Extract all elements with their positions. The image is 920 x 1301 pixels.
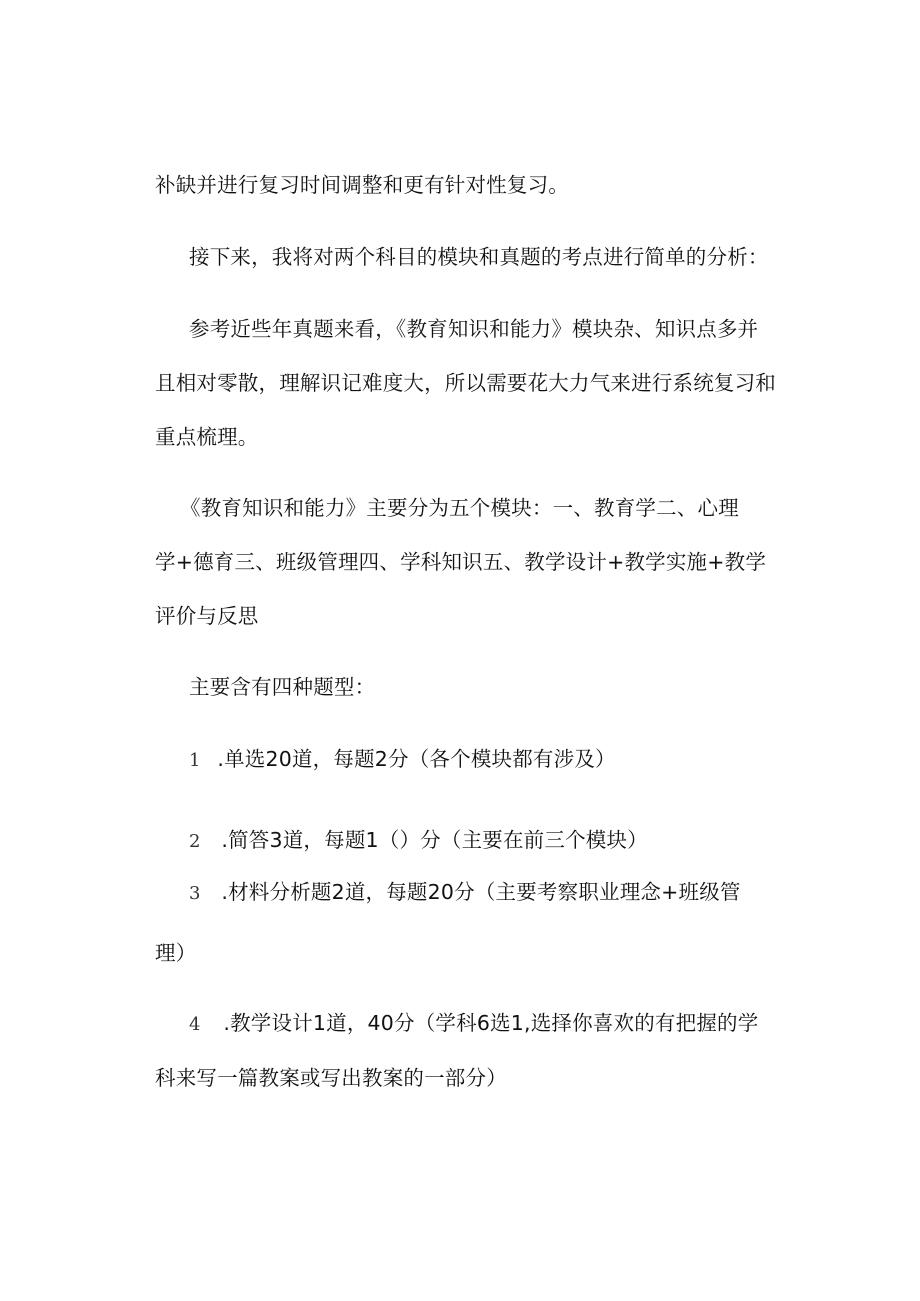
list-item xyxy=(189,878,741,908)
paragraph-line: 学+德育三、班级管理四、学科知识五、教学设计+教学实施+教学 xyxy=(155,550,767,574)
list-item-text: .材料分析题2道，每题20分（主要考察职业理念+班级管 xyxy=(221,880,741,904)
list-item-number: 3 xyxy=(189,883,201,904)
list-item-text: .教学设计1道，40分（学科6选1,选择你喜欢的有把握的学 xyxy=(223,1011,759,1035)
paragraph-line: 补缺并进行复习时间调整和更有针对性复习。 xyxy=(155,173,569,197)
paragraph-line: 参考近些年真题来看，《教育知识和能力》模块杂、知识点多并 xyxy=(189,317,759,341)
list-item-text: .单选20道，每题2分（各个模块都有涉及） xyxy=(217,747,616,771)
list-item xyxy=(189,745,616,775)
list-item xyxy=(189,826,648,856)
list-item-continuation: 科来写一篇教案或写出教案的一部分） xyxy=(155,1066,507,1090)
list-item-number: 1 xyxy=(189,750,201,771)
list-item-continuation: 理） xyxy=(155,941,197,965)
paragraph-line: 《教育知识和能力》主要分为五个模块：一、教育学二、心理 xyxy=(180,496,739,520)
paragraph-line: 评价与反思 xyxy=(155,604,259,628)
list-item-text: .简答3道，每题1（）分（主要在前三个模块） xyxy=(221,828,648,852)
paragraph-line: 主要含有四种题型： xyxy=(189,675,376,699)
list-item xyxy=(189,1009,758,1039)
paragraph-line: 重点梳理。 xyxy=(155,425,259,449)
paragraph-line: 且相对零散，理解识记难度大，所以需要花大力气来进行系统复习和 xyxy=(155,371,776,395)
paragraph-line: 接下来，我将对两个科目的模块和真题的考点进行简单的分析： xyxy=(189,245,769,269)
list-item-number: 2 xyxy=(189,831,201,852)
list-item-number: 4 xyxy=(189,1014,201,1035)
